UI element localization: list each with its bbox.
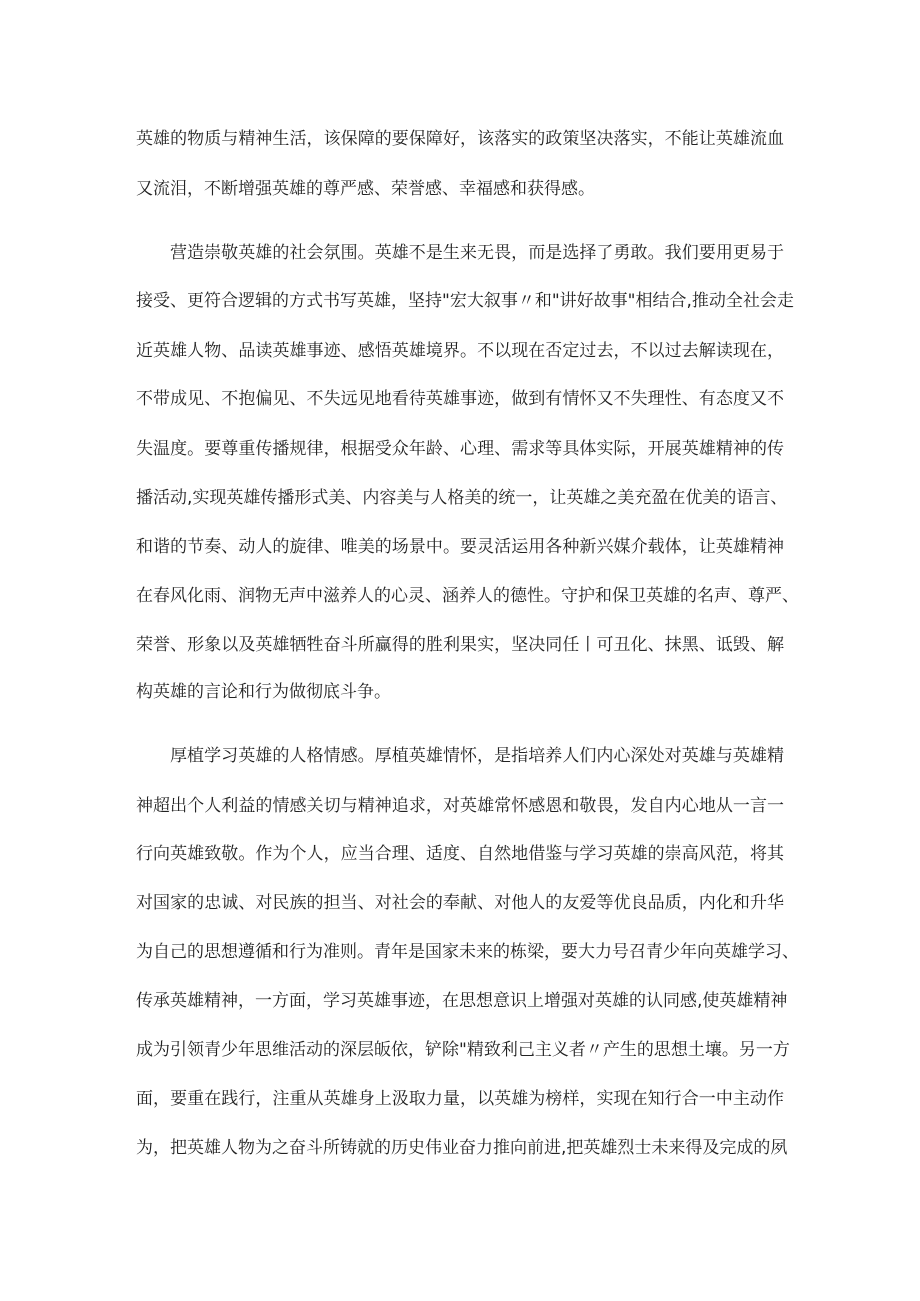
paragraph-2-line-2: 接受、更符合逻辑的方式书写英雄，坚持"宏大叙事〃和"讲好故事"相结合,推动全社会走	[136, 291, 794, 311]
paragraph-3-line-8: 面，要重在践行，注重从英雄身上汲取力量，以英雄为榜样，实现在知行合一中主动作	[136, 1089, 784, 1109]
paragraph-2-line-9: 荣誉、形象以及英雄牺牲奋斗所赢得的胜利果实，坚决同任丨可丑化、抹黑、诋毁、解	[136, 635, 784, 655]
paragraph-3-line-7: 成为引领青少年思维活动的深层皈依，铲除"精致利己主义者〃产生的思想土壤。另一方	[136, 1040, 790, 1060]
paragraph-2-line-8: 在春风化雨、润物无声中滋养人的心灵、涵养人的德性。守护和保卫英雄的名声、尊严、	[136, 586, 799, 606]
paragraph-2-line-4: 不带成见、不抱偏见、不失远见地看待英雄事迹，做到有情怀又不失理性、有态度又不	[136, 389, 784, 409]
paragraph-2-line-5: 失温度。要尊重传播规律，根据受众年龄、心理、需求等具体实际，开展英雄精神的传	[136, 439, 784, 459]
paragraph-2-line-6: 播活动,实现英雄传播形式美、内容美与人格美的统一，让英雄之美充盈在优美的语言、	[136, 488, 788, 508]
paragraph-1-line-1: 英雄的物质与精神生活，该保障的要保障好，该落实的政策坚决落实，不能让英雄流血	[136, 129, 784, 149]
paragraph-3-line-5: 为自己的思想遵循和行为准则。青年是国家未来的栋梁，要大力号召青少年向英雄学习、	[136, 942, 799, 962]
paragraph-3-line-4: 对国家的忠诚、对民族的担当、对社会的奉献、对他人的友爱等优良品质，内化和升华	[136, 893, 784, 913]
paragraph-3-line-2: 神超出个人利益的情感关切与精神追求，对英雄常怀感恩和敬畏，发自内心地从一言一	[136, 796, 784, 816]
paragraph-2-line-3: 近英雄人物、品读英雄事迹、感悟英雄境界。不以现在否定过去，不以过去解读现在，	[136, 341, 784, 361]
paragraph-2-line-1: 营造崇敬英雄的社会氛围。英雄不是生来无畏，而是选择了勇敢。我们要用更易于	[170, 243, 784, 263]
paragraph-3-line-1: 厚植学习英雄的人格情感。厚植英雄情怀，是指培养人们内心深处对英雄与英雄精	[170, 746, 784, 766]
paragraph-1-line-2: 又流泪，不断增强英雄的尊严感、荣誉感、幸福感和获得感。	[136, 179, 595, 199]
paragraph-3-line-9: 为，把英雄人物为之奋斗所铸就的历史伟业奋力推向前进,把英雄烈士未来得及完成的夙	[136, 1138, 788, 1158]
paragraph-2-line-10: 构英雄的言论和行为做彻底斗争。	[136, 682, 391, 702]
paragraph-2-line-7: 和谐的节奏、动人的旋律、唯美的场景中。要灵活运用各种新兴媒介载体，让英雄精神	[136, 537, 784, 557]
paragraph-3-line-3: 行向英雄致敬。作为个人，应当合理、适度、自然地借鉴与学习英雄的崇高风范，将其	[136, 844, 784, 864]
paragraph-3-line-6: 传承英雄精神，一方面，学习英雄事迹，在思想意识上增强对英雄的认同感,使英雄精神	[136, 991, 788, 1011]
